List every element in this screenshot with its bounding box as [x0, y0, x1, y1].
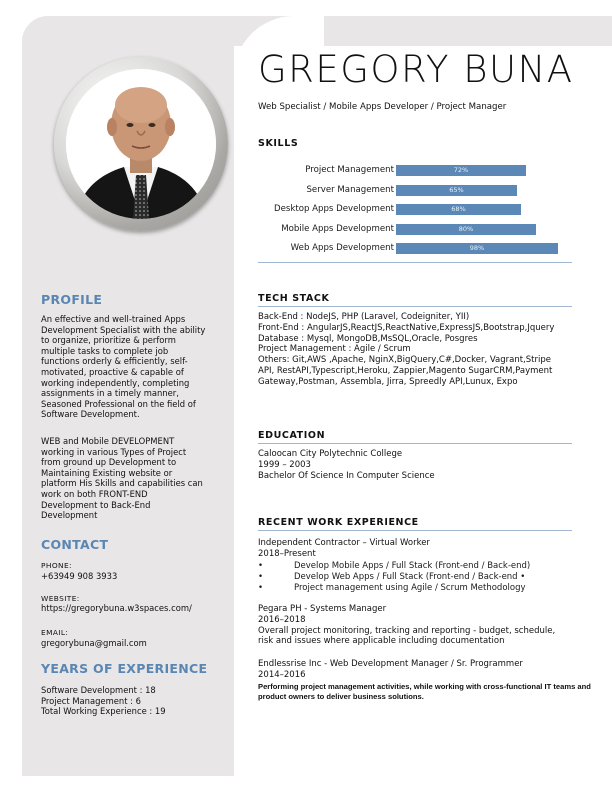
profile-line: work on both FRONT-END	[41, 488, 148, 499]
education-title: EDUCATION	[258, 430, 326, 441]
skill-percent: 72%	[453, 166, 469, 174]
techstack-line: API, RestAPI,Typescript,Heroku, Zappier,Magento SugarCRM,Payment	[258, 365, 553, 376]
candidate-name: GREGORY BUNA	[258, 48, 574, 91]
email-label: EMAIL:	[41, 628, 69, 637]
years-list	[41, 685, 219, 717]
skill-bar	[396, 243, 558, 254]
skill-row	[258, 185, 578, 197]
job-3-desc	[258, 682, 591, 702]
techstack-line: Database : Mysql, MongoDB,MsSQL,Oracle, Posgres	[258, 333, 478, 344]
phone-value[interactable]: +63949 908 3933	[41, 571, 118, 581]
job-1-bullet: • Project management using Agile / Scrum Methodology	[258, 583, 526, 593]
skill-track	[396, 165, 551, 176]
skill-bar	[396, 185, 517, 196]
job-2	[258, 604, 555, 647]
profile-line: Seasoned Professional on the field of	[41, 398, 196, 409]
techstack-lines	[258, 312, 554, 388]
job-role: Independent Contractor – Virtual Worker	[258, 538, 430, 548]
website-label: WEBSITE:	[41, 594, 80, 603]
job-years: 2016–2018	[258, 614, 306, 625]
job-role: Endlessrise Inc - Web Development Manager / Sr. Programmer	[258, 659, 523, 669]
skill-label: Mobile Apps Development	[281, 223, 394, 234]
skill-percent: 80%	[458, 224, 474, 233]
skill-label: Server Management	[306, 184, 394, 195]
profile-line: Software Development.	[41, 409, 140, 420]
job-desc: product owners to deliver business solutions.	[258, 692, 424, 701]
skill-label: Web Apps Development	[290, 243, 394, 253]
skill-track	[396, 224, 551, 235]
profile-line: motivated, proactive & capable of	[41, 366, 184, 377]
profile-paragraph-2	[41, 436, 219, 521]
profile-line: platform His Skills and capabilities can	[41, 478, 203, 489]
skill-bar	[396, 224, 536, 235]
job-desc: Overall project monitoring, tracking and reporting - budget, schedule,	[258, 625, 556, 636]
techstack-line: Gateway,Postman, Assembla, Jirra, Spreedly API,Lunux, Expo	[258, 376, 518, 387]
education-block	[258, 449, 435, 481]
skill-row	[258, 224, 578, 236]
skill-percent: 68%	[451, 205, 466, 213]
profile-line: Development Specialist with the ability	[41, 324, 206, 335]
profile-line: to organize, prioritize & perform	[41, 335, 176, 346]
profile-line: assignments in a timely manner,	[41, 388, 179, 399]
job-role: Pegara PH - Systems Manager	[258, 604, 387, 614]
profile-paragraph-1	[41, 314, 219, 420]
contact-title: CONTACT	[41, 537, 109, 552]
profile-photo	[66, 69, 216, 219]
profile-line: Development	[41, 510, 98, 521]
candidate-subtitle: Web Specialist / Mobile Apps Developer / Project Manager	[258, 102, 507, 112]
skill-bar	[396, 204, 521, 215]
profile-line: An effective and well-trained Apps	[41, 314, 186, 324]
skill-row	[258, 243, 578, 255]
job-1-bullet: • Develop Mobile Apps / Full Stack (Front-end / Back-end)	[258, 561, 531, 571]
job-years: 2018–Present	[258, 548, 316, 559]
techstack-line: Front-End : AngularJS,ReactJS,ReactNative,ExpressJS,Bootstrap,Jquery	[258, 322, 555, 333]
phone-label: PHONE:	[41, 561, 72, 570]
skill-track	[396, 243, 551, 254]
skill-percent: 98%	[469, 244, 485, 252]
techstack-rule	[258, 306, 572, 307]
techstack-line: Project Management : Agile / Scrum	[258, 344, 411, 355]
profile-line: multiple tasks to complete job	[41, 345, 169, 356]
profile-photo-frame	[54, 57, 228, 231]
profile-line: WEB and Mobile DEVELOPMENT	[41, 436, 175, 446]
techstack-line: Back-End : NodeJS, PHP (Laravel, Codeigniter, YII)	[258, 312, 470, 322]
skill-label: Project Management	[305, 165, 394, 175]
job-1-bullet: • Develop Web Apps / Full Stack (Front-end / Back-end •	[258, 572, 526, 582]
profile-line: Maintaining Existing website or	[41, 467, 173, 478]
skill-percent: 65%	[449, 185, 464, 194]
education-years: 1999 – 2003	[258, 459, 311, 470]
skill-bar	[396, 165, 526, 176]
education-degree: Bachelor Of Science In Computer Science	[258, 470, 435, 481]
years-line: Total Working Experience : 19	[41, 706, 166, 717]
job-desc: Performing project management activities, while working with cross-functional IT teams and	[258, 682, 591, 691]
experience-rule	[258, 530, 572, 531]
profile-line: functions orderly & efficiently, self-	[41, 356, 188, 367]
skills-rule	[258, 262, 572, 263]
skills-title: SKILLS	[258, 138, 299, 149]
profile-line: from ground up Development to	[41, 457, 177, 468]
skill-row	[258, 204, 578, 216]
profile-line: working independently, completing	[41, 377, 190, 388]
profile-title: PROFILE	[41, 292, 103, 307]
techstack-line: Others: Git,AWS ,Apache, NginX,BigQuery,C#,Docker, Vagrant,Stripe	[258, 355, 551, 366]
email-link[interactable]: gregorybuna@gmail.com	[41, 638, 147, 648]
skill-label: Desktop Apps Development	[273, 204, 394, 214]
experience-title: RECENT WORK EXPERIENCE	[258, 517, 419, 528]
skill-track	[396, 204, 551, 215]
job-desc: risk and issues where applicable including documentation	[258, 636, 505, 647]
job-1-header	[258, 538, 430, 560]
profile-line: working in various Types of Project	[41, 446, 187, 457]
skill-row	[258, 165, 578, 177]
job-3-header	[258, 659, 523, 681]
person-portrait-icon	[66, 69, 216, 219]
education-school: Caloocan City Polytechnic College	[258, 449, 403, 459]
years-line: Software Development : 18	[41, 685, 156, 695]
years-line: Project Management : 6	[41, 695, 141, 706]
website-link[interactable]: https://gregorybuna.w3spaces.com/	[41, 603, 192, 613]
profile-line: Development to Back-End	[41, 499, 151, 510]
skill-track	[396, 185, 551, 196]
job-years: 2014–2016	[258, 669, 306, 680]
education-rule	[258, 443, 572, 444]
techstack-title: TECH STACK	[258, 293, 330, 304]
years-title: YEARS OF EXPERIENCE	[41, 661, 208, 676]
